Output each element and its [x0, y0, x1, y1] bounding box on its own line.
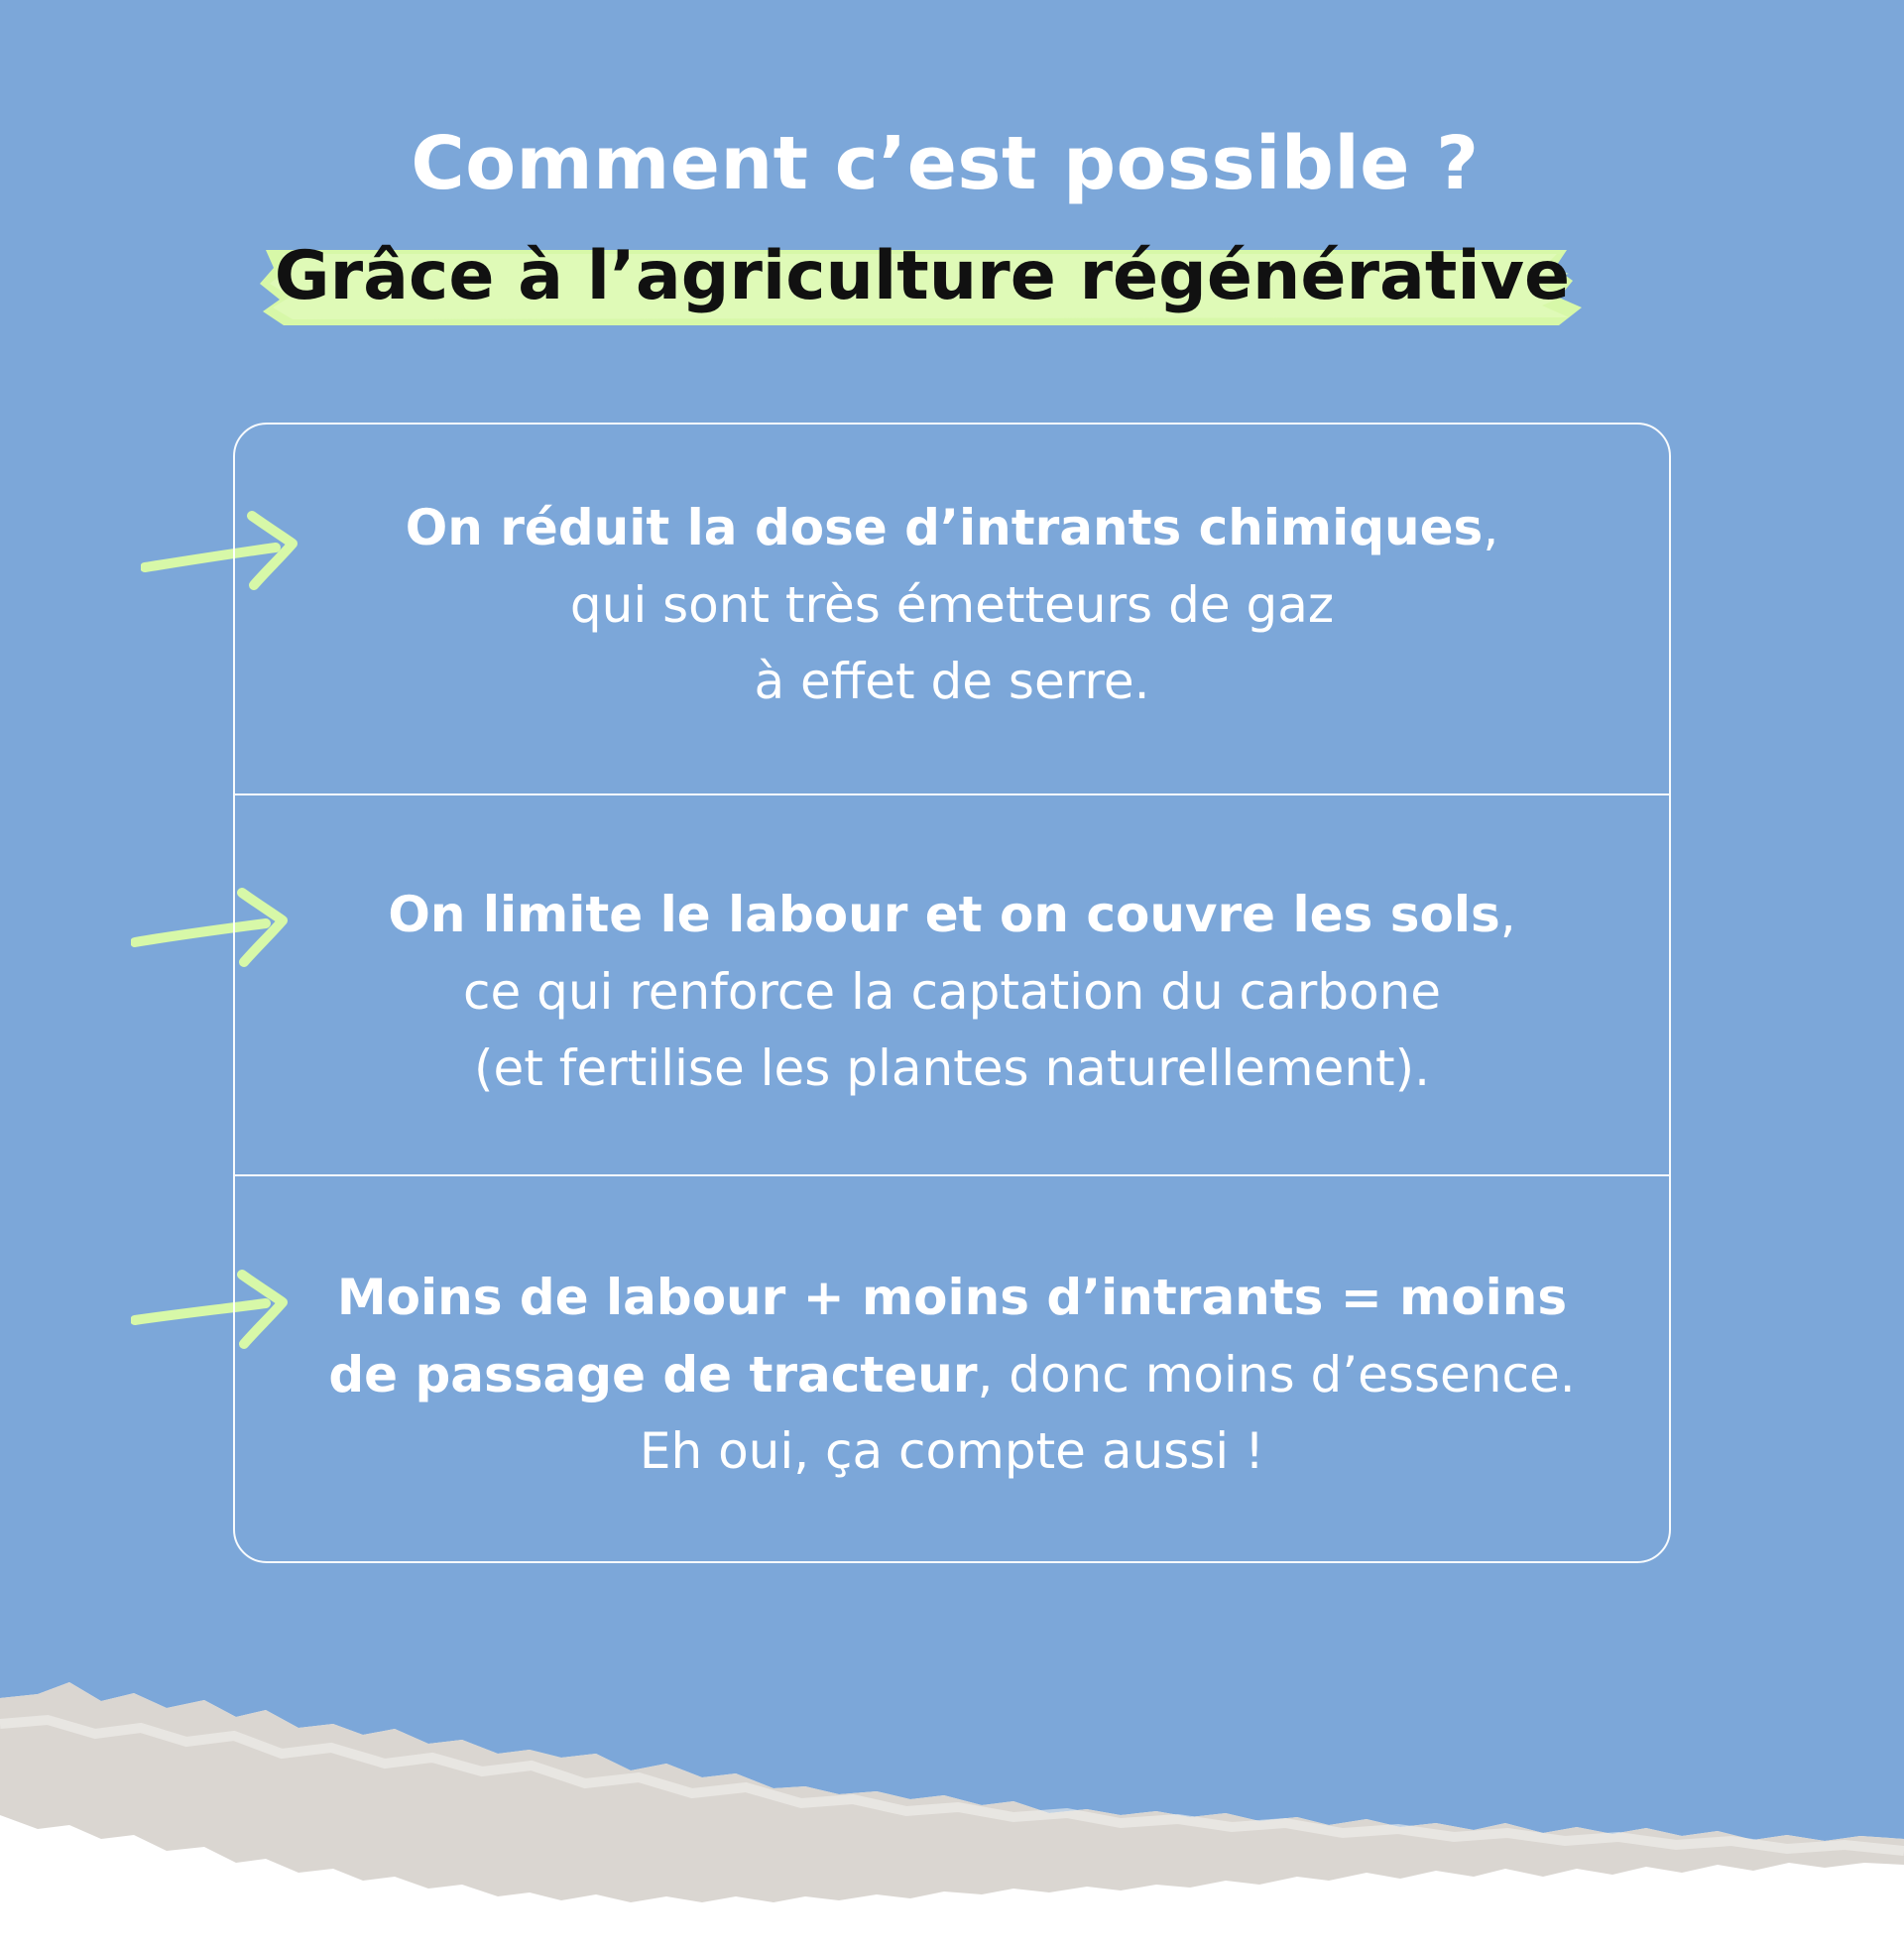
info-row-1-lead: On réduit la dose d’intrants chimiques: [405, 499, 1484, 556]
page-title: Comment c’est possible ?: [411, 121, 1480, 206]
info-row-1-punctuation: ,: [1483, 499, 1499, 556]
info-row-text-2: [275, 877, 1629, 1108]
info-row-3-line-2: [275, 1337, 1629, 1414]
torn-paper-edge: [0, 1647, 1904, 1952]
info-row-3: [235, 1176, 1669, 1563]
info-row-2-line-3: (et fertilise les plantes naturellement).: [473, 1039, 1431, 1097]
info-row-1-line-2: qui sont très émetteurs de gaz: [569, 575, 1335, 634]
info-row-2-line-1: [275, 877, 1629, 954]
subtitle-block: [248, 226, 1597, 335]
info-row-3-rest-2: , donc moins d’essence.: [977, 1345, 1576, 1403]
info-row-3-line-1: Moins de labour + moins d’intrants = moins: [336, 1269, 1568, 1326]
info-row-text-3: [275, 1260, 1629, 1491]
info-row-2-punctuation: ,: [1499, 886, 1516, 943]
info-row-3-lead-2: de passage de tracteur: [328, 1345, 978, 1403]
info-row-3-line-3: Eh oui, ça compte aussi !: [639, 1422, 1265, 1480]
info-card: [233, 423, 1671, 1563]
info-row-1: [235, 425, 1669, 795]
page-subtitle: Grâce à l’agriculture régénérative: [274, 237, 1571, 315]
info-row-1-line-1: [275, 490, 1629, 567]
info-row-1-line-3: à effet de serre.: [754, 653, 1150, 710]
info-row-2: [235, 795, 1669, 1176]
info-row-2-lead: On limite le labour et on couvre les sols: [388, 886, 1500, 943]
info-row-text-1: [275, 490, 1629, 721]
info-row-2-line-2: ce qui renforce la captation du carbone: [462, 962, 1442, 1021]
